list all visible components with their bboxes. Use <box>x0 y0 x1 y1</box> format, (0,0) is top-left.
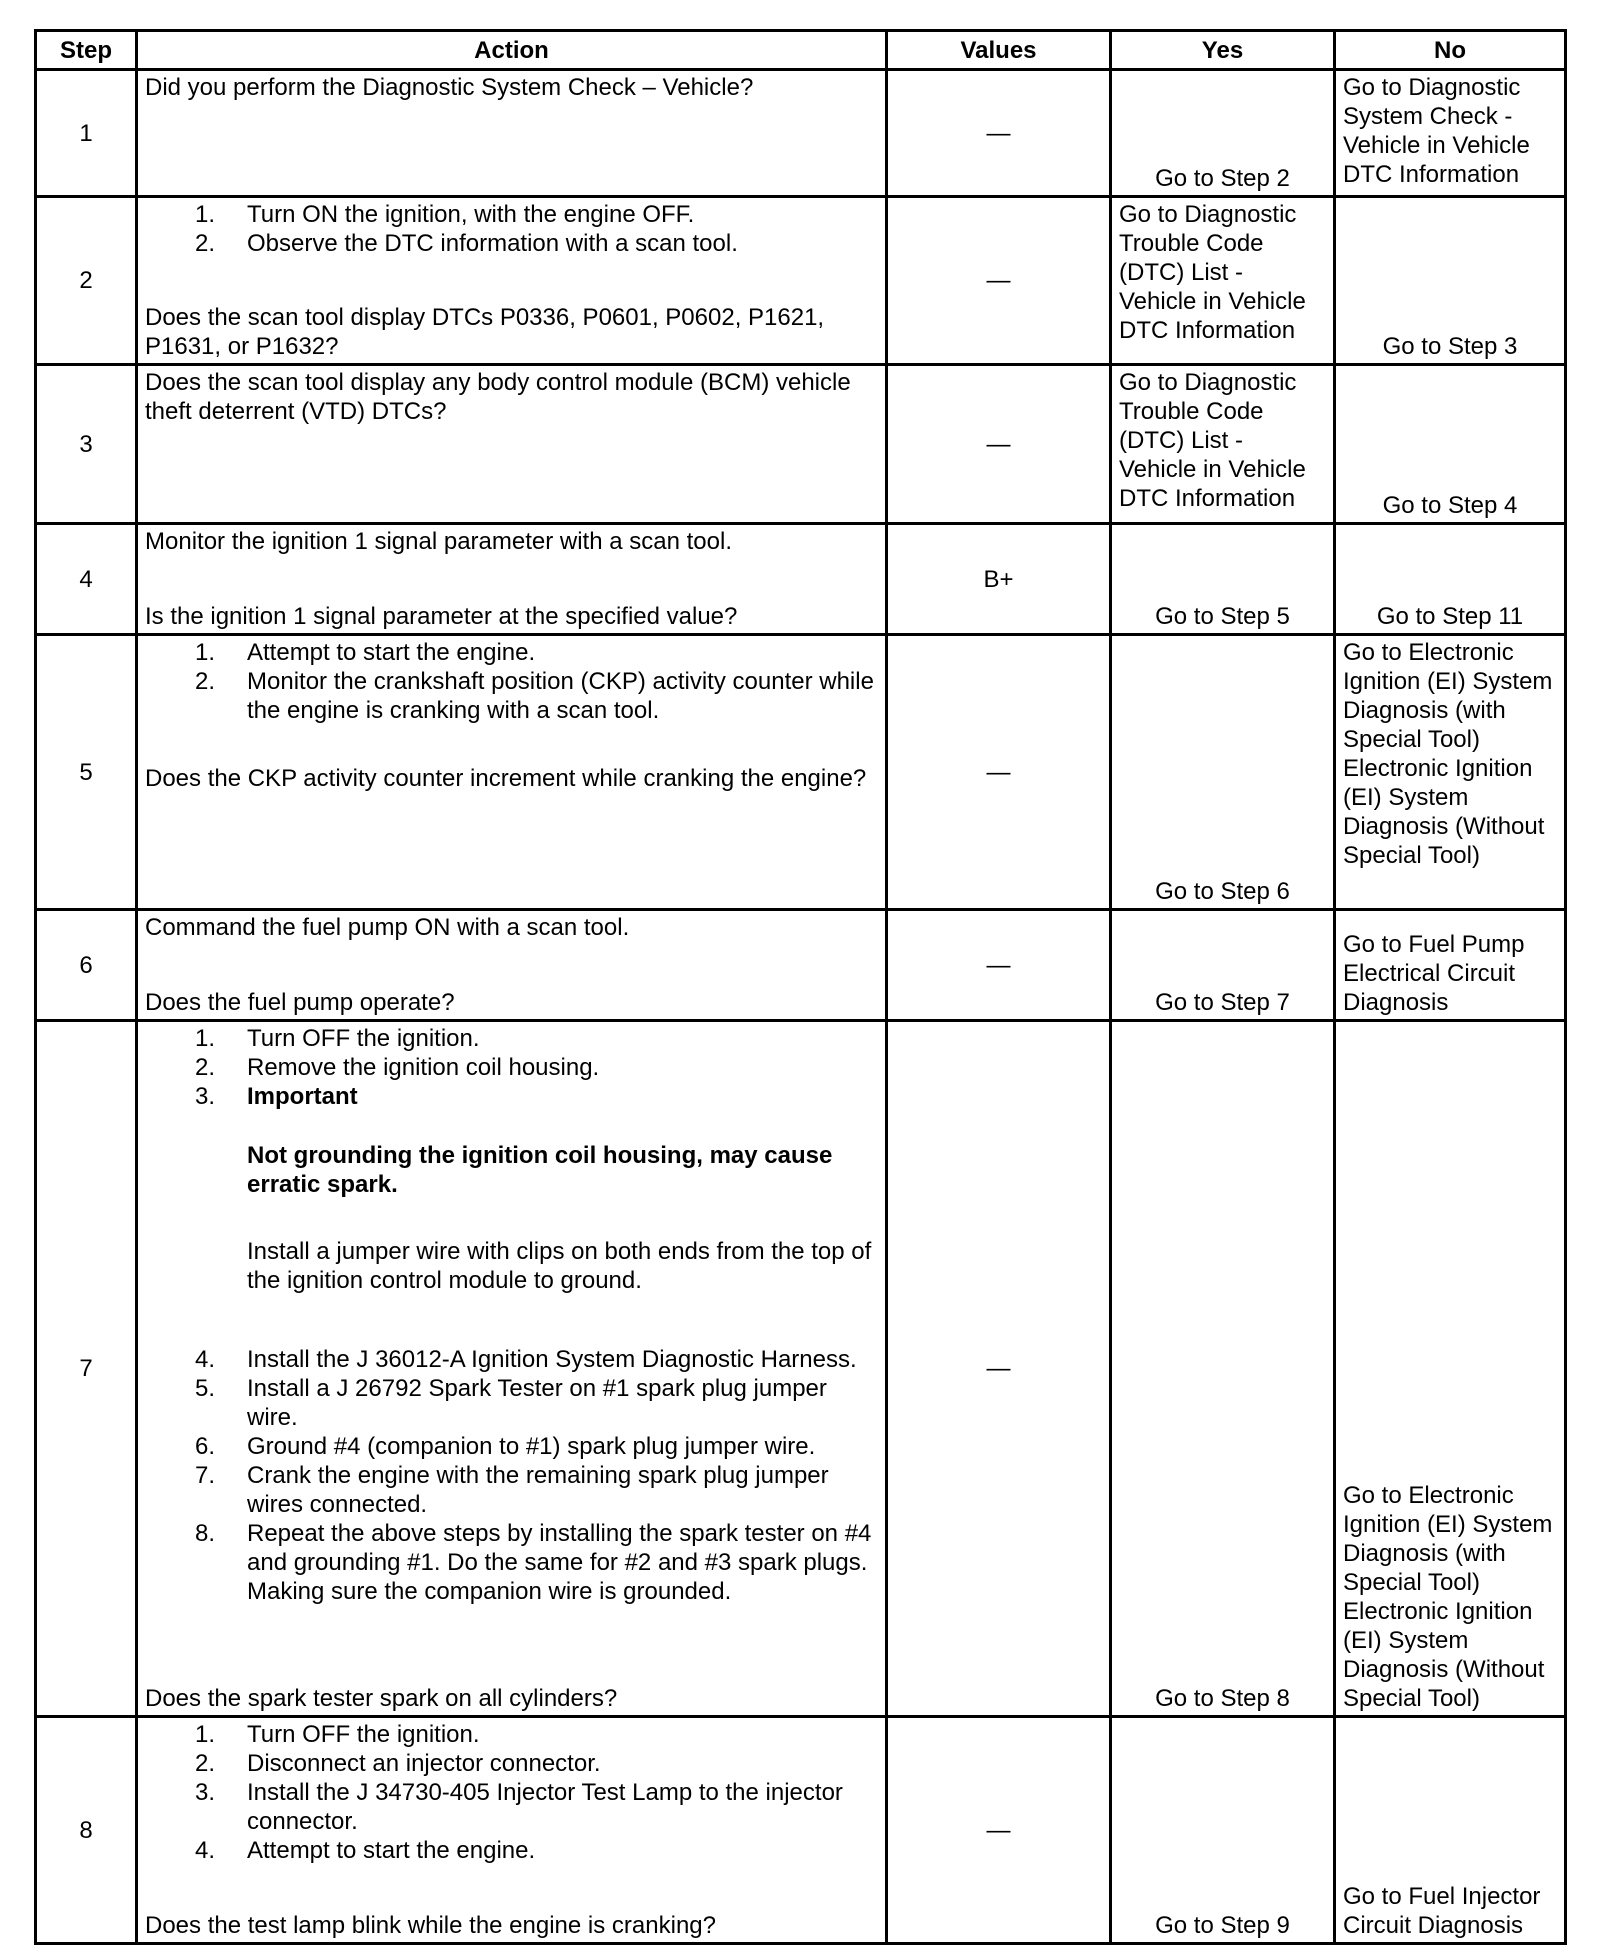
yes-link[interactable]: Go to Step 5 <box>1155 603 1290 630</box>
list-item: 2. Monitor the crankshaft position (CKP) activity counter while the engine is cranking with a scan tool. <box>195 668 874 724</box>
list-item: 5. Install a J 26792 Spark Tester on #1 spark plug jumper wire. <box>195 1375 827 1431</box>
yes-link[interactable]: Go to Step 7 <box>1155 989 1290 1016</box>
question-text: Does the CKP activity counter increment while cranking the engine? <box>145 765 867 792</box>
action-list <box>145 638 878 725</box>
header-action: Action <box>137 31 887 70</box>
action-cell <box>137 197 887 365</box>
yes-link[interactable]: Go to Step 6 <box>1155 878 1290 905</box>
table-row <box>36 365 1566 524</box>
header-no: No <box>1335 31 1566 70</box>
value-cell: — <box>887 197 1111 365</box>
list-item: 4. Attempt to start the engine. <box>195 1837 536 1864</box>
question-text: Does the scan tool display DTCs P0336, P0601, P0602, P1621, P1631, or P1632? <box>145 304 825 360</box>
action-cell <box>137 1717 887 1944</box>
action-text: Monitor the ignition 1 signal parameter with a scan tool. <box>145 528 732 555</box>
yes-cell <box>1111 524 1335 635</box>
table-row <box>36 635 1566 910</box>
no-cell <box>1335 1717 1566 1944</box>
list-item: 3. Important Not grounding the ignition coil housing, may cause erratic spark. Install a jumper wire with clips on both ends from the top of the ignition control module to ground. <box>145 1082 878 1295</box>
action-cell <box>137 910 887 1021</box>
table-row <box>36 910 1566 1021</box>
question-text: Does the fuel pump operate? <box>145 989 455 1016</box>
diagnostic-table <box>34 29 1567 1945</box>
list-item: 1. Turn OFF the ignition. <box>195 1721 480 1748</box>
yes-link[interactable]: Go to Diagnostic Trouble Code (DTC) List - Vehicle in Vehicle DTC Information <box>1119 201 1306 344</box>
step-number: 8 <box>36 1717 137 1944</box>
no-link[interactable]: Go to Electronic Ignition (EI) System Diagnosis (with Special Tool) Electronic Ignition (EI) System Diagnosis (Without Special Tool) <box>1343 639 1553 869</box>
no-cell <box>1335 197 1566 365</box>
action-text: Command the fuel pump ON with a scan tool. <box>145 914 630 941</box>
no-link[interactable]: Go to Fuel Injector Circuit Diagnosis <box>1343 1883 1541 1939</box>
table-row <box>36 70 1566 197</box>
table-row <box>36 1717 1566 1944</box>
action-cell <box>137 365 887 524</box>
step-number: 5 <box>36 635 137 910</box>
step-number: 4 <box>36 524 137 635</box>
value-cell: — <box>887 1717 1111 1944</box>
no-link[interactable]: Go to Fuel Pump Electrical Circuit Diagnosis <box>1343 931 1525 1016</box>
value-cell: B+ <box>887 524 1111 635</box>
step-number: 7 <box>36 1021 137 1717</box>
header-values: Values <box>887 31 1111 70</box>
header-step: Step <box>36 31 137 70</box>
action-cell <box>137 524 887 635</box>
no-cell <box>1335 1021 1566 1717</box>
important-note: Not grounding the ignition coil housing, may cause erratic spark. <box>247 1142 833 1198</box>
list-item: 1. Turn ON the ignition, with the engine OFF. <box>195 201 695 228</box>
yes-cell <box>1111 70 1335 197</box>
value-cell: — <box>887 365 1111 524</box>
action-list <box>145 200 878 258</box>
list-item: 3. Install the J 34730-405 Injector Test Lamp to the injector connector. <box>195 1779 843 1835</box>
list-item: 2. Disconnect an injector connector. <box>195 1750 601 1777</box>
list-item: 2. Remove the ignition coil housing. <box>195 1054 600 1081</box>
yes-cell <box>1111 1021 1335 1717</box>
step-number: 2 <box>36 197 137 365</box>
no-cell <box>1335 524 1566 635</box>
no-cell <box>1335 910 1566 1021</box>
question-text: Does the test lamp blink while the engine is cranking? <box>145 1912 716 1939</box>
no-link[interactable]: Go to Step 3 <box>1382 333 1518 360</box>
yes-cell <box>1111 635 1335 910</box>
yes-cell <box>1111 365 1335 524</box>
step-number: 6 <box>36 910 137 1021</box>
table-row <box>36 197 1566 365</box>
yes-link[interactable]: Go to Step 8 <box>1155 1685 1290 1712</box>
yes-link[interactable]: Go to Step 2 <box>1155 165 1290 192</box>
list-item: 2. Observe the DTC information with a scan tool. <box>195 230 738 257</box>
no-link[interactable]: Go to Step 11 <box>1376 603 1524 630</box>
action-list <box>145 1720 878 1865</box>
yes-cell <box>1111 910 1335 1021</box>
no-link[interactable]: Go to Step 4 <box>1382 492 1518 519</box>
list-item: 4. Install the J 36012-A Ignition System Diagnostic Harness. <box>195 1346 857 1373</box>
value-cell: — <box>887 635 1111 910</box>
value-cell: — <box>887 1021 1111 1717</box>
action-list <box>145 1024 878 1606</box>
header-row <box>36 31 1566 70</box>
step-number: 3 <box>36 365 137 524</box>
yes-cell <box>1111 1717 1335 1944</box>
no-cell <box>1335 635 1566 910</box>
yes-cell <box>1111 197 1335 365</box>
value-cell: — <box>887 910 1111 1021</box>
diagnostic-table-container <box>34 29 1564 1945</box>
no-link[interactable]: Go to Electronic Ignition (EI) System Diagnosis (with Special Tool) Electronic Ignition (EI) System Diagnosis (Without Special Tool) <box>1343 1482 1553 1712</box>
important-label: Important <box>247 1083 358 1110</box>
step-number: 1 <box>36 70 137 197</box>
list-item: 6. Ground #4 (companion to #1) spark plug jumper wire. <box>195 1433 816 1460</box>
no-cell <box>1335 70 1566 197</box>
table-row <box>36 1021 1566 1717</box>
list-item: 1. Attempt to start the engine. <box>195 639 536 666</box>
question-text: Does the spark tester spark on all cylinders? <box>145 1685 618 1712</box>
no-cell <box>1335 365 1566 524</box>
value-cell: — <box>887 70 1111 197</box>
list-item: 7. Crank the engine with the remaining spark plug jumper wires connected. <box>195 1462 829 1518</box>
action-text: Did you perform the Diagnostic System Check – Vehicle? <box>145 74 754 101</box>
no-link[interactable]: Go to Diagnostic System Check - Vehicle in Vehicle DTC Information <box>1343 74 1530 188</box>
action-text: Does the scan tool display any body control module (BCM) vehicle theft deterrent (VTD) DTCs? <box>145 369 851 425</box>
header-yes: Yes <box>1111 31 1335 70</box>
action-cell <box>137 635 887 910</box>
action-cell <box>137 70 887 197</box>
question-text: Is the ignition 1 signal parameter at the specified value? <box>145 603 738 630</box>
important-body: Install a jumper wire with clips on both ends from the top of the ignition control module to ground. <box>247 1238 872 1294</box>
action-cell <box>137 1021 887 1717</box>
table-row <box>36 524 1566 635</box>
list-item: 1. Turn OFF the ignition. <box>195 1025 480 1052</box>
yes-link[interactable]: Go to Diagnostic Trouble Code (DTC) List - Vehicle in Vehicle DTC Information <box>1119 369 1306 512</box>
yes-link[interactable]: Go to Step 9 <box>1155 1912 1290 1939</box>
list-item: 8. Repeat the above steps by installing the spark tester on #4 and grounding #1. Do the same for #2 and #3 spark plugs. Making sure the companion wire is grounded. <box>195 1520 872 1605</box>
